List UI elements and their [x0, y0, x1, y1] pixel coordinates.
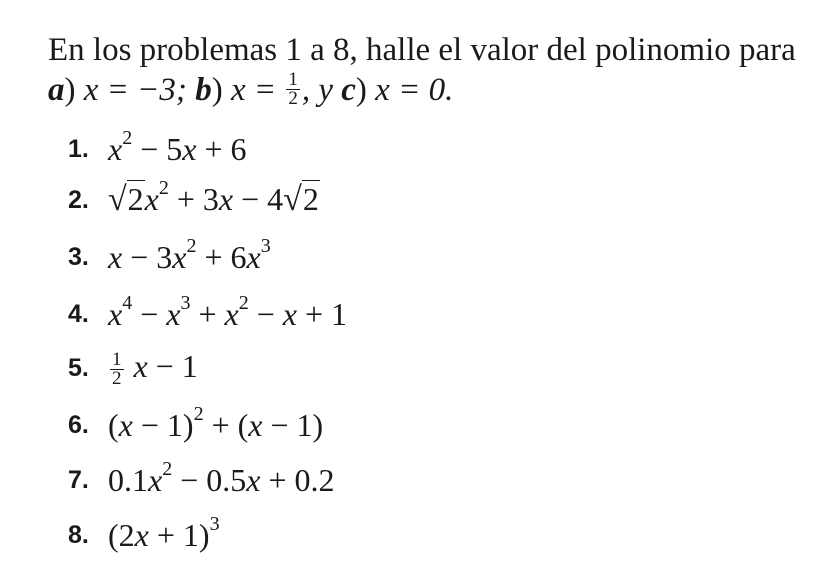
problem-item: [68, 343, 198, 393]
instructions: [48, 30, 808, 111]
problem-item: [68, 175, 320, 225]
problem-item: [68, 400, 323, 450]
problem-number: 3.: [68, 242, 89, 271]
problem-expression: $\frac{1}{2}$ x − 1: [112, 347, 198, 390]
part-c-label: c: [341, 72, 356, 108]
problem-number: 4.: [68, 299, 89, 328]
part-a-expression: x = −3;: [83, 72, 187, 108]
part-b-suffix: , y: [301, 72, 334, 108]
problem-item: [68, 289, 347, 339]
problem-expression: $(x - 1)^2 + (x - 1)$: [108, 402, 324, 443]
problem-number: 5.: [68, 353, 89, 382]
problem-item: [68, 510, 220, 560]
part-b-label: b: [195, 72, 212, 108]
problem-expression: $0.1x^2 - 0.5x + 0.2$: [108, 457, 335, 498]
problem-item: [68, 455, 335, 505]
instructions-line-2: a) x = −3; b) x = $\frac{1}{2}$ , y c) x = 0.: [48, 68, 454, 109]
problem-expression: $(2x + 1)^3$: [108, 512, 220, 553]
problem-item: [68, 232, 271, 282]
part-c-expression: x = 0.: [375, 72, 454, 108]
problem-item: [68, 124, 247, 174]
problem-number: 7.: [68, 465, 89, 494]
problem-number: 8.: [68, 520, 89, 549]
problem-number: 1.: [68, 134, 89, 163]
instructions-line-1: En los problemas 1 a 8, halle el valor del polinomio para: [48, 32, 796, 68]
one-half-fraction: $\frac{1}{2}$: [288, 68, 298, 109]
part-b-expression: x =: [230, 72, 277, 108]
problem-number: 6.: [68, 410, 89, 439]
problem-expression: $x^2 - 5x + 6$: [108, 126, 247, 167]
problem-number: 2.: [68, 185, 89, 214]
problem-expression: $x - 3x^2 + 6x^3$: [108, 234, 271, 275]
problem-expression: $√2x^2 + 3x - 4√2$: [108, 177, 319, 218]
part-a-label: a: [48, 72, 65, 108]
problem-expression: $x^4 - x^3 + x^2 - x + 1$: [108, 291, 347, 332]
